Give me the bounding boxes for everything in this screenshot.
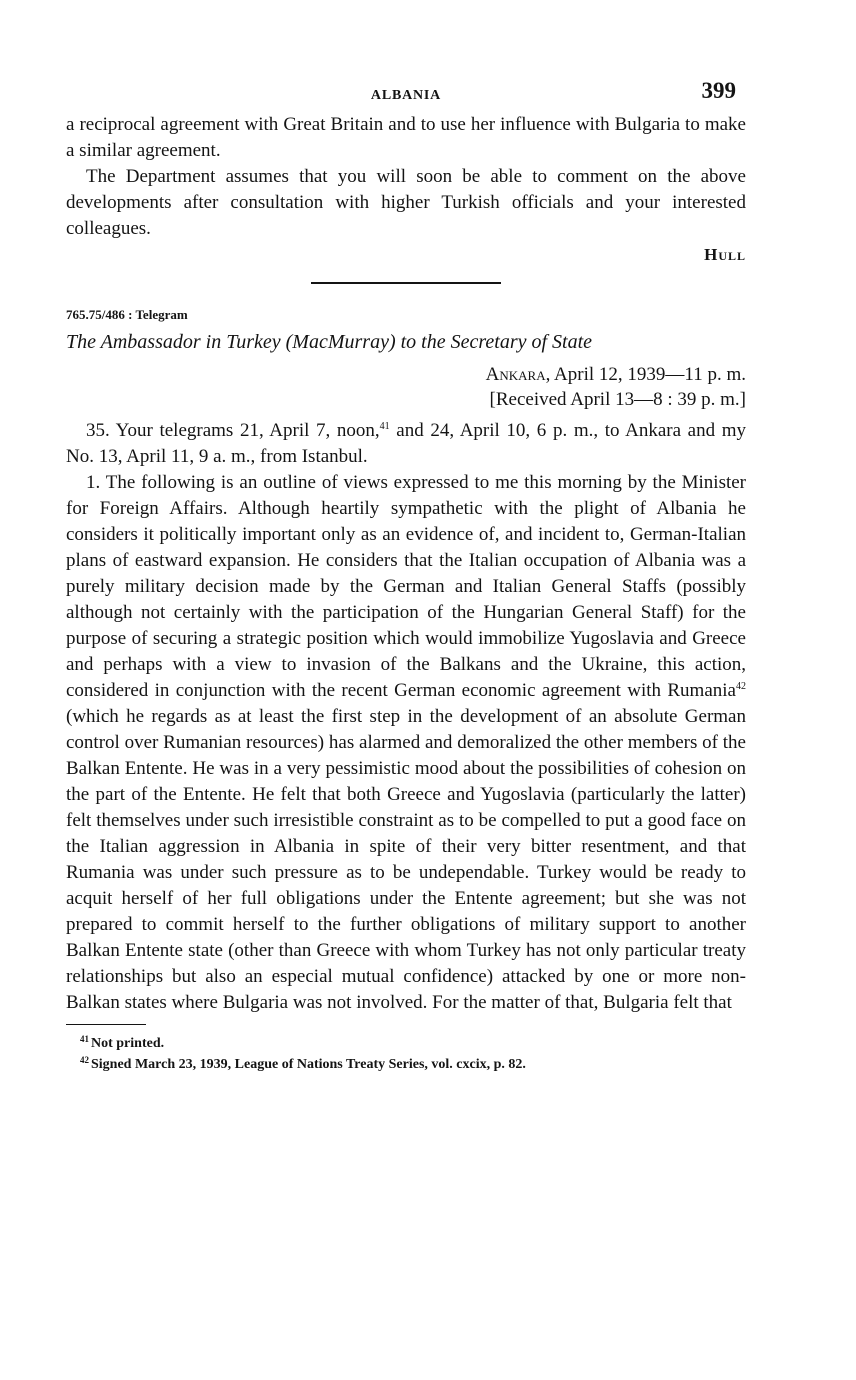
running-title: ALBANIA xyxy=(370,88,442,103)
footnote-divider xyxy=(66,1024,146,1025)
paragraph-1-text-b: (which he regards as at least the first step in the development of an absolute German control over Rumanian resources) has alarmed and demoralized the other members of the Balkan Entente. He was in a very pessimistic mood about the possibilities of cohesion on the part of the Entente. He felt that both Greece and Yugoslavia (particularly the latter) felt themselves under such irresistible constraint as to be compelled to put a good face on the Italian aggression in Albania in spite of their very bitter resentment, and that Rumania was under such pressure as to be undependable. Turkey would be ready to acquit herself of her full obligations under the Entente agreement; but she was not prepared to commit herself to the further obligations of military support to another Balkan Entente state (other than Greece with whom Turkey has not only particular treaty relationships but also an especial mutual confidence) attacked by one or more non-Balkan states where Bulgaria was not involved. For the matter of that, Bulgaria felt that xyxy=(66,706,746,1013)
paragraph-1-text-a: 1. The following is an outline of views expressed to me this morning by the Minister for Foreign Affairs. Although heartily sympathetic with the plight of Albania he considers it politically important only as an evidence of, and incident to, German-Italian plans of eastward expansion. He considers that the Italian occupation of Albania was a purely military decision made by the German and Italian General Staffs (possibly although not certainly with the participation of the Hungarian General Staff) for the purpose of securing a strategic position which would immobilize Yugoslavia and Greece and perhaps with a view to invasion of the Balkans and the Ukraine, this action, considered in conjunction with the recent German economic agreement with Rumania xyxy=(66,472,746,701)
document-page xyxy=(66,78,746,1073)
paragraph-35-text-a: 35. Your telegrams 21, April 7, noon, xyxy=(86,420,380,441)
telegram-body xyxy=(66,418,746,1016)
running-head xyxy=(66,78,746,112)
received-line: [Received April 13—8 : 39 p. m.] xyxy=(489,389,746,410)
paragraph-35 xyxy=(66,418,746,470)
footnote-41-mark: 41 xyxy=(80,1034,89,1044)
footnote-41 xyxy=(80,1031,746,1052)
footnote-ref-42: 42 xyxy=(736,681,746,692)
footnote-41-text: Not printed. xyxy=(91,1036,165,1051)
footnote-ref-41: 41 xyxy=(379,421,390,432)
footnote-42-text: Signed March 23, 1939, League of Nations Treaty Series, vol. cxcix, p. 82. xyxy=(91,1057,526,1072)
dateline-date: April 12, 1939—11 p. m. xyxy=(550,364,746,385)
file-reference: 765.75/486 : Telegram xyxy=(66,307,188,322)
paragraph-35-text-b: and 24, April 10, 6 p. m., to Ankara and my No. 13, April 11, 9 a. m., from Istanbul. xyxy=(66,420,746,467)
paragraph-1 xyxy=(66,470,746,1016)
dateline xyxy=(66,362,746,387)
footnote-42 xyxy=(80,1052,746,1073)
page-number: 399 xyxy=(701,78,736,103)
document-heading: The Ambassador in Turkey (MacMurray) to the Secretary of State xyxy=(66,331,593,353)
department-paragraph: The Department assumes that you will soon be able to comment on the above developments after consultation with higher Turkish officials and your interested colleagues. xyxy=(66,166,746,239)
dateline-place: Ankara, xyxy=(485,364,551,385)
continuation-paragraph: a reciprocal agreement with Great Britain and to use her influence with Bulgaria to make a similar agreement. xyxy=(66,114,746,161)
signature: Hull xyxy=(704,245,746,264)
section-divider xyxy=(311,282,501,284)
footnote-42-mark: 42 xyxy=(80,1055,89,1065)
